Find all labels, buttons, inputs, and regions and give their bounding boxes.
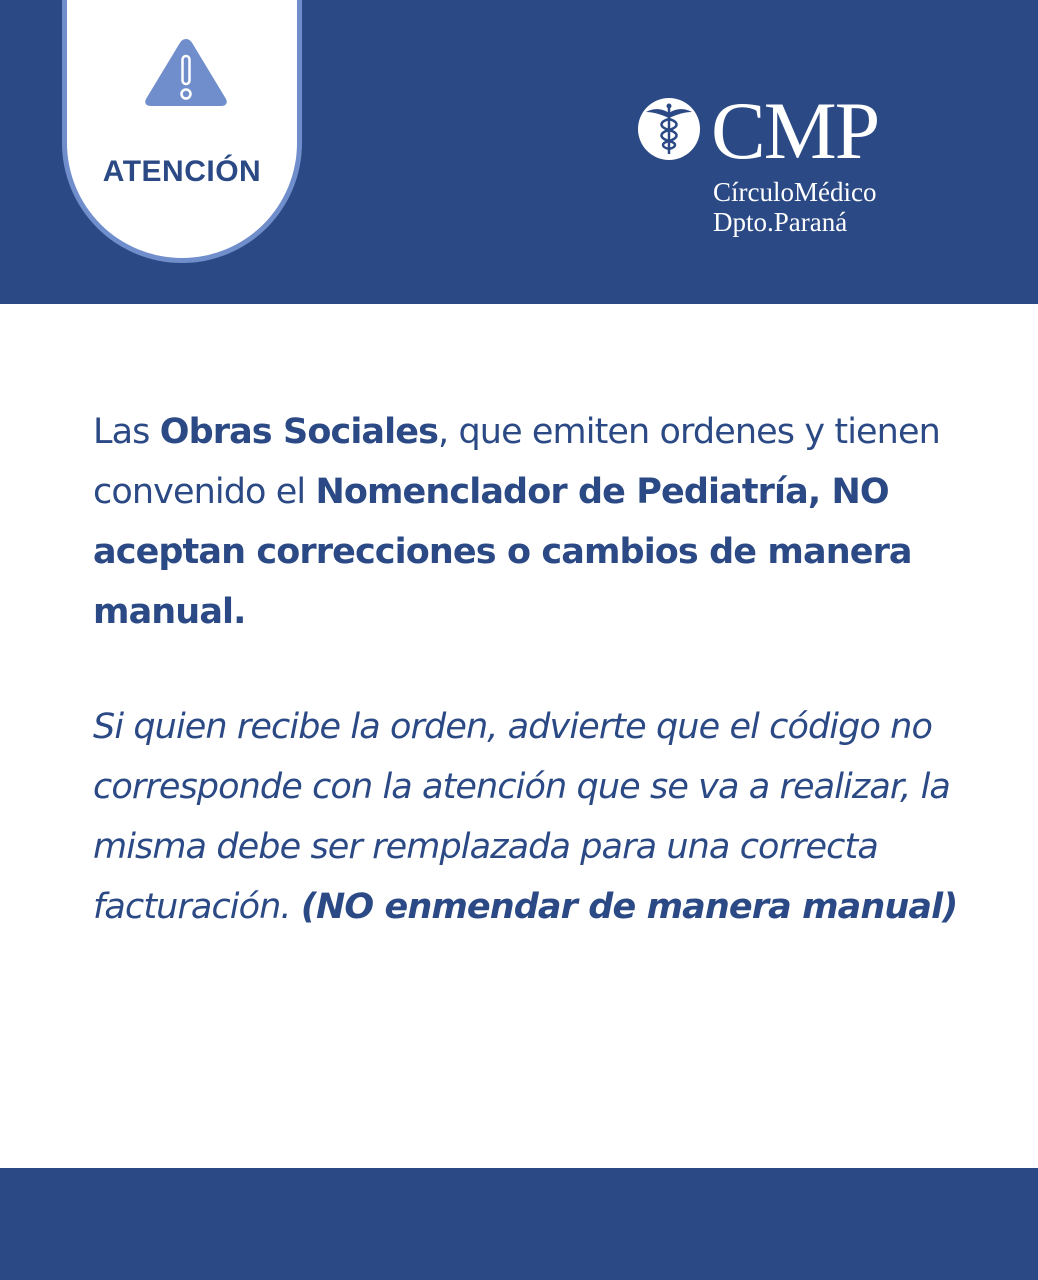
notice-emphasis-nomenclador: Nomenclador de Pediatría, NO aceptan correcciones o cambios de manera manual.	[93, 472, 912, 632]
notice-text: , que emiten ordenes y tienen convenido el	[93, 412, 940, 512]
caduceus-icon	[637, 97, 701, 161]
logo-wordmark: CMP	[711, 85, 879, 176]
instruction-emphasis: (NO enmendar de manera manual)	[300, 887, 958, 927]
footer-band	[0, 1168, 1038, 1280]
attention-badge-inner	[67, 0, 297, 258]
attention-label: ATENCIÓN	[102, 155, 262, 188]
notice-text: Las	[93, 412, 160, 452]
notice-paragraph	[93, 402, 973, 642]
notice-emphasis-obras-sociales: Obras Sociales	[159, 412, 439, 452]
attention-badge	[62, 0, 302, 263]
warning-icon	[142, 36, 230, 108]
logo-subtitle-line-2: Dpto.Paraná	[713, 207, 848, 237]
header-band	[0, 0, 1038, 304]
instruction-paragraph	[93, 697, 973, 937]
instruction-text: Si quien recibe la orden, advierte que el código no corresponde con la atención que se va a realizar, la misma debe ser remplazada para una correcta facturación.	[93, 707, 950, 927]
logo-subtitle-line-1: CírculoMédico	[713, 177, 877, 207]
